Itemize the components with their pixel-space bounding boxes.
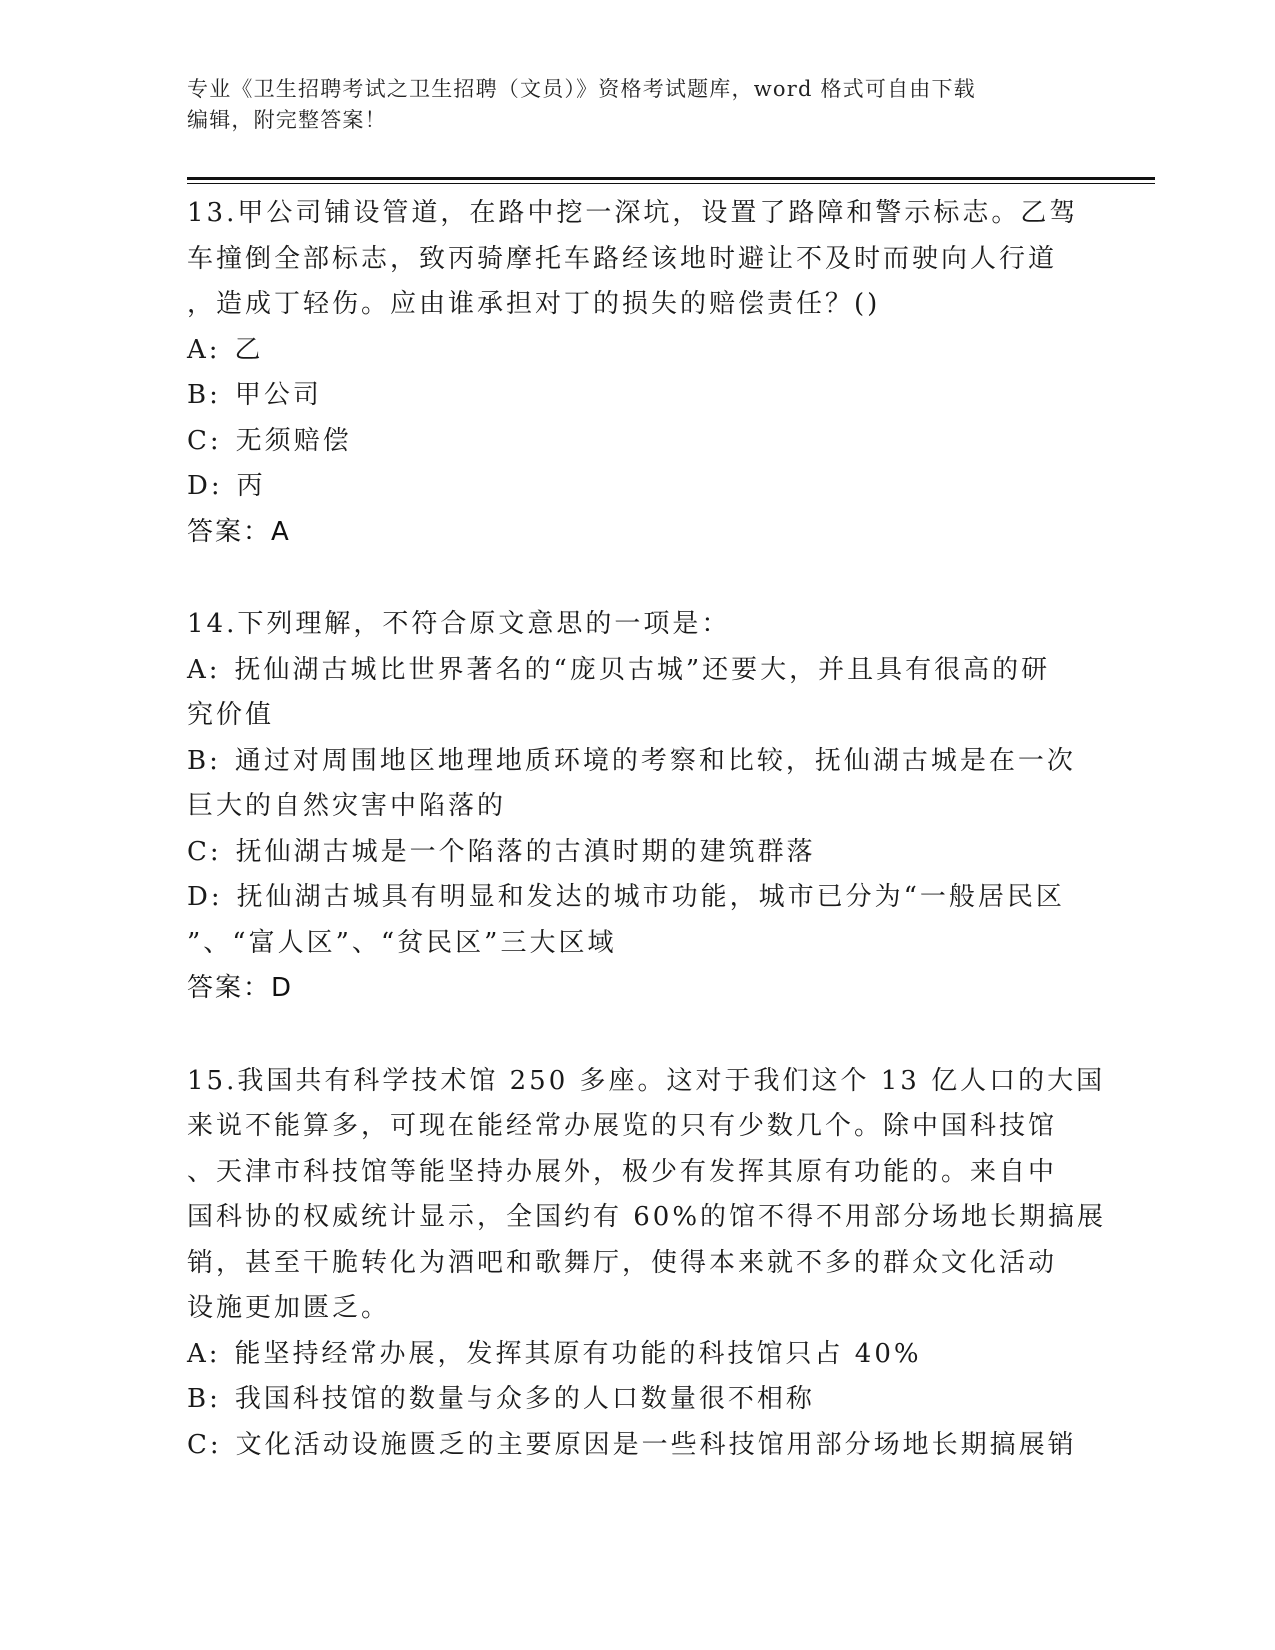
option-key: D:	[187, 471, 223, 501]
answer-label: 答案：D	[187, 973, 294, 1003]
option-text-continued: 究价值	[187, 700, 275, 730]
option-key: A:	[187, 334, 221, 365]
question-stem-line: 销，甚至干脆转化为酒吧和歌舞厅，使得本来就不多的群众文化活动	[187, 1247, 1058, 1278]
option-text: 抚仙湖古城比世界著名的“庞贝古城”还要大，并且具有很高的研	[234, 654, 1051, 685]
question-15	[187, 1059, 1107, 1469]
question-stem-line: ，造成丁轻伤。应由谁承担对丁的损失的赔偿责任？()	[187, 289, 881, 319]
option-key: D:	[187, 882, 223, 912]
question-stem-line: 、天津市科技馆等能坚持办展外，极少有发挥其原有功能的。来自中	[187, 1156, 1058, 1187]
option-d	[187, 875, 1087, 966]
option-text: 文化活动设施匮乏的主要原因是一些科技馆用部分场地长期搞展销	[235, 1429, 1077, 1460]
question-stem-line: 15.我国共有科学技术馆 250 多座。这对于我们这个 13 亿人口的大国	[187, 1065, 1106, 1096]
option-a	[187, 648, 1087, 739]
option-text: 无须赔偿	[235, 425, 352, 456]
option-text: 通过对周围地区地理地质环境的考察和比较，抚仙湖古城是在一次	[234, 745, 1076, 776]
option-key: B:	[187, 380, 221, 410]
question-stem-line: 设施更加匮乏。	[187, 1293, 391, 1323]
question-stem-line: 来说不能算多，可现在能经常办展览的只有少数几个。除中国科技馆	[187, 1111, 1058, 1141]
option-a	[187, 1332, 1087, 1378]
option-b	[187, 373, 1087, 419]
option-b	[187, 739, 1087, 830]
question-14	[187, 602, 1087, 1012]
question-stem-line: 车撞倒全部标志，致丙骑摩托车路经该地时避让不及时而驶向人行道	[187, 243, 1058, 274]
question-stem-line: 国科协的权威统计显示，全国约有 60%的馆不得不用部分场地长期搞展	[187, 1202, 1107, 1232]
option-c	[187, 830, 1087, 876]
document-header	[187, 74, 1067, 136]
option-d	[187, 464, 1087, 510]
option-text: 甲公司	[234, 380, 322, 410]
option-text-continued: ”、“富人区”、“贫民区”三大区域	[187, 927, 617, 958]
option-key: A:	[187, 1338, 221, 1369]
option-c	[187, 419, 1087, 465]
option-c	[187, 1423, 1087, 1469]
option-key: C:	[187, 1429, 222, 1460]
answer-label: 答案：A	[187, 516, 291, 547]
option-text: 抚仙湖古城是一个陷落的古滇时期的建筑群落	[235, 836, 816, 867]
header-line: 专业《卫生招聘考试之卫生招聘（文员）》资格考试题库，word 格式可自由下载	[187, 77, 976, 101]
option-b	[187, 1377, 1087, 1423]
option-text: 抚仙湖古城具有明显和发达的城市功能，城市已分为“一般居民区	[236, 882, 1065, 912]
option-key: B:	[187, 745, 221, 776]
option-text: 我国科技馆的数量与众多的人口数量很不相称	[234, 1384, 815, 1414]
question-13	[187, 191, 1087, 555]
option-text: 丙	[236, 471, 266, 501]
header-divider-thin	[187, 183, 1155, 184]
option-key: B:	[187, 1384, 221, 1414]
option-a	[187, 328, 1087, 374]
option-key: C:	[187, 425, 222, 456]
option-key: A:	[187, 654, 221, 685]
option-key: C:	[187, 836, 222, 867]
header-line: 编辑，附完整答案！	[187, 108, 387, 132]
header-divider-thick	[187, 177, 1155, 180]
option-text-continued: 巨大的自然灾害中陷落的	[187, 791, 507, 821]
option-text: 乙	[234, 334, 264, 365]
question-stem-line: 13.甲公司铺设管道，在路中挖一深坑，设置了路障和警示标志。乙驾	[187, 198, 1079, 228]
question-list	[187, 191, 1107, 1515]
question-stem-line: 14.下列理解，不符合原文意思的一项是：	[187, 609, 731, 639]
option-text: 能坚持经常办展，发挥其原有功能的科技馆只占 40%	[234, 1338, 922, 1369]
